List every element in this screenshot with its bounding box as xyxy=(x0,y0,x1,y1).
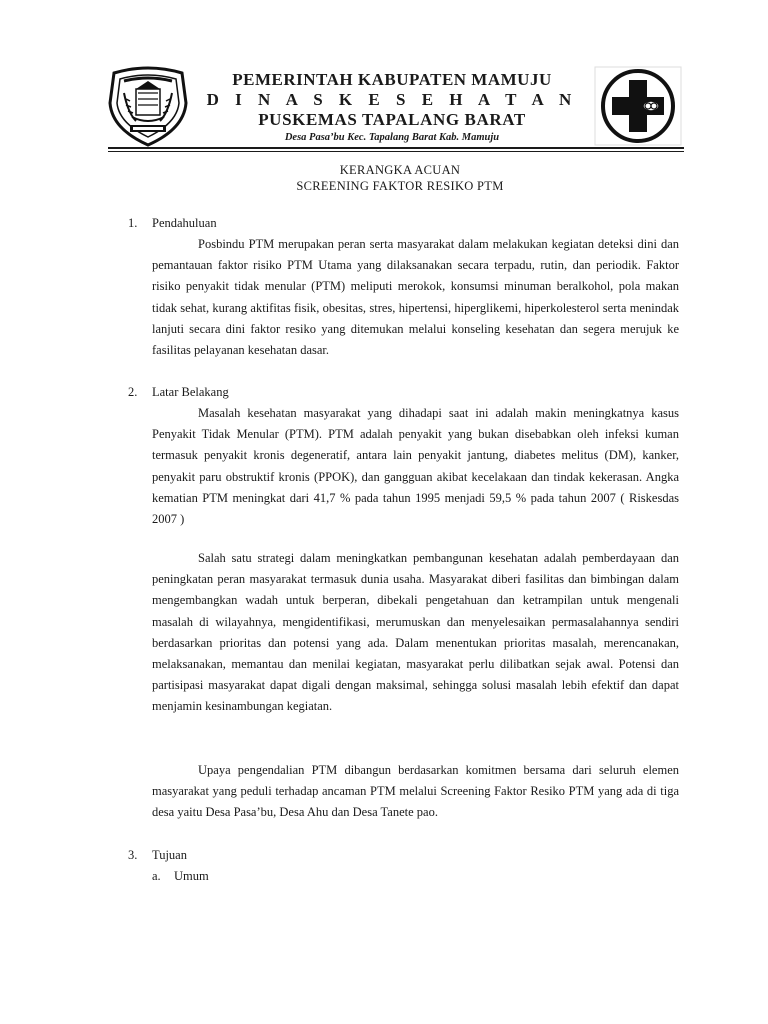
letterhead-department: D I N A S K E S E H A T A N xyxy=(206,90,578,109)
document-title xyxy=(150,162,650,194)
section-number: 3. xyxy=(128,848,138,862)
section-heading: Pendahuluan xyxy=(152,216,217,230)
paragraph-latar-belakang-2: Salah satu strategi dalam meningkatkan pembangunan kesehatan adalah pemberdayaan dan peningkatan peran masyarakat termasuk dunia usaha. Masyarakat diberi fasilitas dan bimbingan dalam mengembangkan wadah untuk berperan, dibekali pengetahuan dan ketrampilan untuk mengenali masalah di wilayahnya, mengidentifikasi, merumuskan dan menyelesaikan permasalahannya sendiri berdasarkan prioritas dan potensi yang ada. Dalam menentukan prioritas masalah, merencanakan, melaksanakan, memantau dan menilai kegiatan, masyarakat perlu dilibatkan sejak awal. Potensi dan partisipasi masyarakat dapat digali dengan maksimal, sehingga solusi masalah lebih efektif dan dapat menjamin kesinambungan kegiatan. xyxy=(152,551,679,714)
letterhead-institution: PUSKEMAS TAPALANG BARAT xyxy=(258,110,526,129)
paragraph-pendahuluan: Posbindu PTM merupakan peran serta masyarakat dalam melakukan kegiatan deteksi dini dan pemantauan faktor risiko PTM Utama yang dilaksanakan secara terpadu, rutin, dan periodik. Faktor risiko penyakit tidak menular (PTM) meliputi merokok, konsumsi minuman beralkohol, pola makan tidak sehat, kurang aktifitas fisik, obesitas, stres, hipertensi, hiperglikemi, hiperkolesterol serta menindak lanjuti secara dini faktor resiko yang ditemukan melalui konseling kesehatan dan segera merujuk ke fasilitas pelayanan kesehatan dasar. xyxy=(152,237,679,358)
subsection-letter: a. xyxy=(152,869,161,883)
puskesmas-cross-logo-icon xyxy=(594,66,682,146)
letterhead-rule-thin xyxy=(108,151,684,152)
title-line-2: SCREENING FAKTOR RESIKO PTM xyxy=(296,179,504,193)
paragraph-latar-belakang-3: Upaya pengendalian PTM dibangun berdasarkan komitmen bersama dari seluruh elemen masyarakat yang peduli terhadap ancaman PTM melalui Screening Faktor Resiko PTM yang ada di tiga desa yaitu Desa Pasa’bu, Desa Ahu dan Desa Tanete pao. xyxy=(152,763,679,820)
letterhead-government: PEMERINTAH KABUPATEN MAMUJU xyxy=(232,70,552,89)
paragraph-latar-belakang-1: Masalah kesehatan masyarakat yang dihadapi saat ini adalah makin meningkatnya kasus Penyakit Tidak Menular (PTM). PTM adalah penyakit yang bukan disebabkan oleh infeksi kuman termasuk penyakit kronis degeneratif, antara lain penyakit jantung, diabetes melitus (DM), kanker, penyakit paru obstruktif kronis (PPOK), dan gangguan akibat kecelakaan dan tindak kekerasan. Angka kematian PTM meningkat dari 41,7 % pada tahun 1995 menjadi 59,5 % pada tahun 2007 ( Riskesdas 2007 ) xyxy=(152,406,679,527)
section-heading: Tujuan xyxy=(152,848,187,862)
letterhead xyxy=(198,70,586,146)
subsection-heading: Umum xyxy=(174,869,209,883)
letterhead-address: Desa Pasa’bu Kec. Tapalang Barat Kab. Mamuju xyxy=(284,132,500,143)
section-number: 1. xyxy=(128,216,138,230)
section-number: 2. xyxy=(128,385,138,399)
letterhead-rule-thick xyxy=(108,147,684,149)
kabupaten-emblem-icon xyxy=(106,63,190,147)
title-line-1: KERANGKA ACUAN xyxy=(339,163,461,177)
section-heading: Latar Belakang xyxy=(152,385,229,399)
subsection-umum xyxy=(152,866,209,887)
